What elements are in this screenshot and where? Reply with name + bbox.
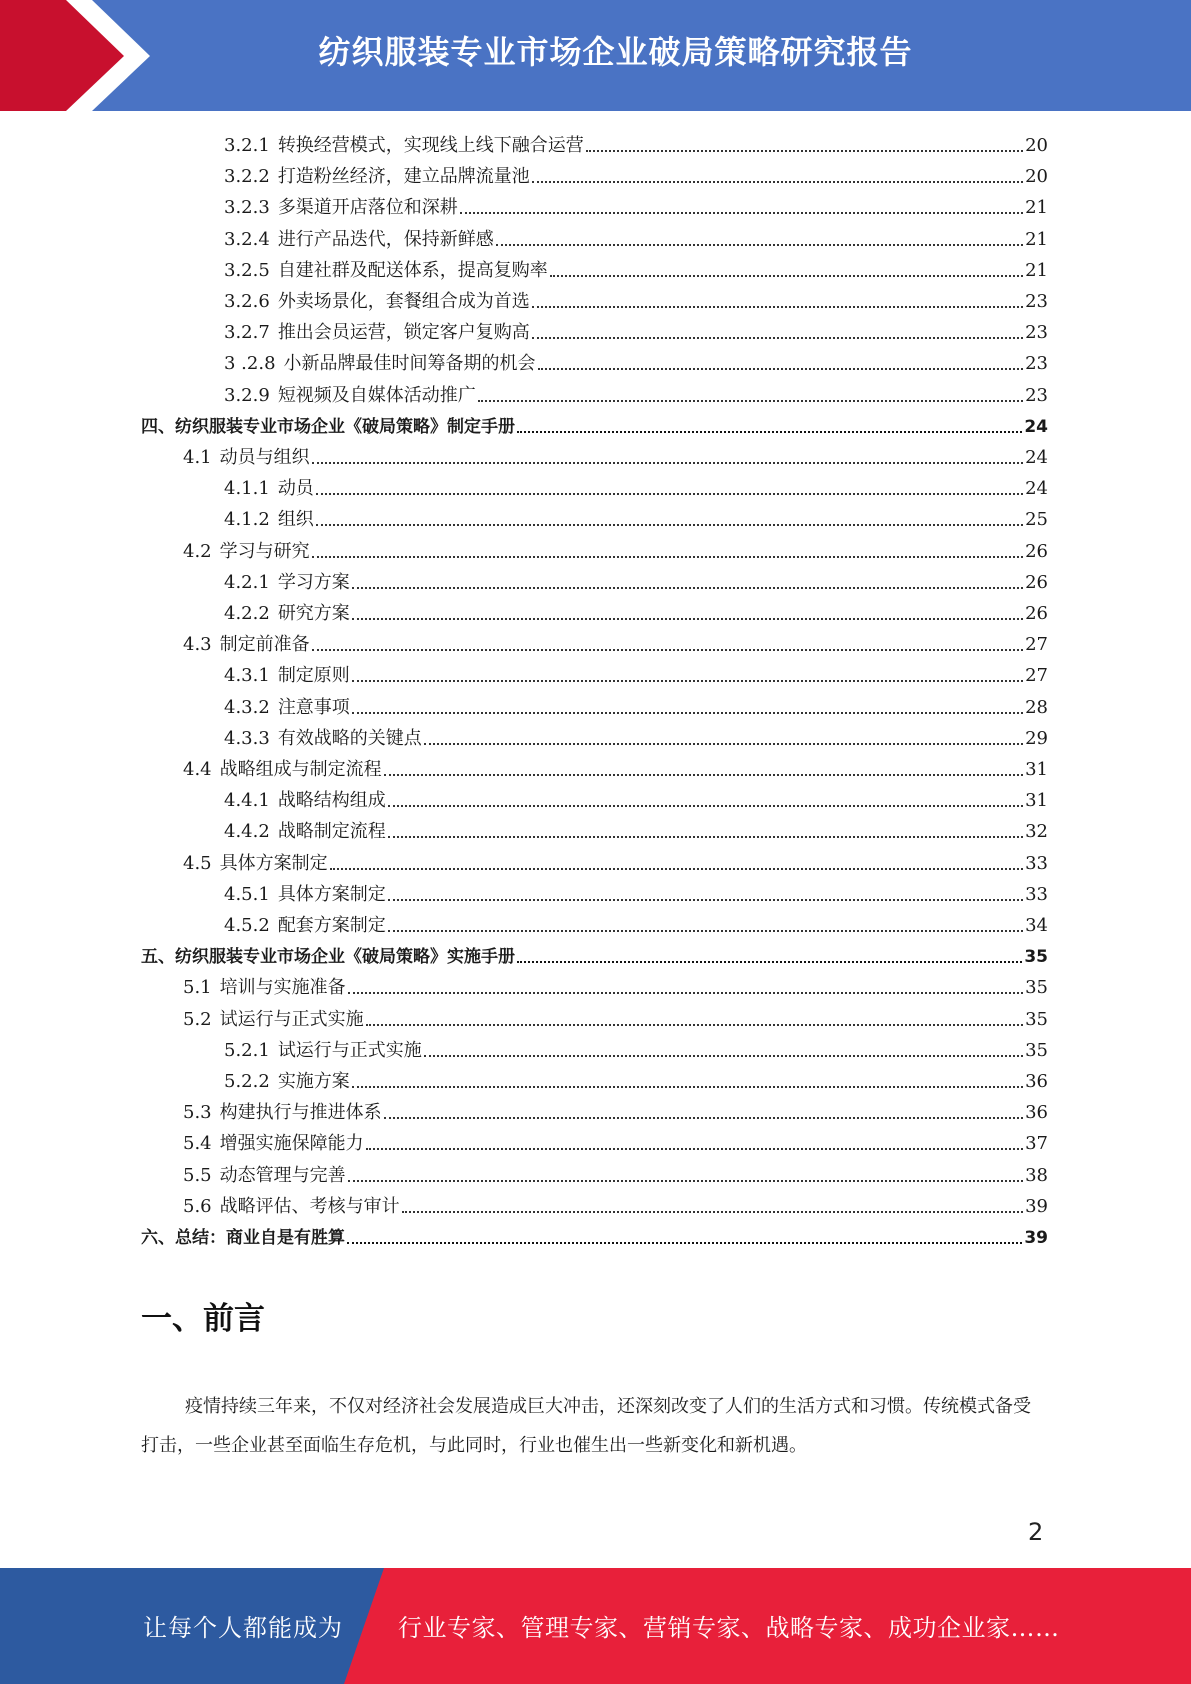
toc-dot-leader bbox=[366, 1024, 1023, 1026]
toc-dot-leader bbox=[424, 743, 1023, 745]
toc-entry[interactable] bbox=[141, 1219, 1048, 1250]
toc-entry-text: 试运行与正式实施 bbox=[277, 1039, 422, 1061]
toc-entry-text: 战略组成与制定流程 bbox=[219, 759, 382, 780]
toc-entry-label bbox=[141, 415, 515, 439]
toc-dot-leader bbox=[348, 992, 1023, 994]
toc-entry-page: 23 bbox=[1025, 353, 1048, 375]
toc-entry-text: 战略制定流程 bbox=[277, 821, 386, 843]
toc-entry[interactable] bbox=[183, 1188, 1048, 1219]
toc-dot-leader bbox=[352, 618, 1023, 620]
toc-entry[interactable] bbox=[224, 907, 1048, 938]
toc-entry-text: 外卖场景化，套餐组合成为首选 bbox=[277, 291, 530, 312]
toc-entry-number: 5.2.1 bbox=[224, 1039, 270, 1061]
toc-entry-label bbox=[183, 758, 382, 782]
toc-entry-label bbox=[183, 446, 310, 470]
toc-dot-leader bbox=[532, 181, 1023, 183]
toc-entry[interactable] bbox=[224, 283, 1048, 314]
toc-entry[interactable] bbox=[224, 595, 1048, 626]
toc-entry-page: 21 bbox=[1025, 259, 1048, 281]
toc-entry-text: 小新品牌最佳时间筹备期的机会 bbox=[283, 353, 536, 375]
toc-entry-number: 3.2.6 bbox=[224, 291, 270, 312]
toc-dot-leader bbox=[532, 306, 1023, 308]
toc-entry-label bbox=[183, 633, 310, 657]
toc-entry-number: 3.2.2 bbox=[224, 166, 270, 188]
toc-entry-page: 26 bbox=[1025, 571, 1048, 593]
toc-dot-leader bbox=[478, 400, 1023, 402]
toc-entry-label bbox=[224, 384, 476, 408]
toc-entry[interactable] bbox=[224, 813, 1048, 844]
toc-entry-page: 23 bbox=[1025, 384, 1048, 406]
toc-entry-page: 35 bbox=[1025, 977, 1048, 999]
toc-entry-page: 36 bbox=[1025, 1071, 1048, 1092]
toc-entry[interactable] bbox=[224, 501, 1048, 532]
toc-entry-page: 26 bbox=[1025, 603, 1048, 624]
toc-entry-text: 四、纺织服装专业市场企业《破局策略》制定手册 bbox=[141, 416, 515, 437]
toc-entry-number: 5.5 bbox=[183, 1164, 212, 1186]
toc-entry-text: 研究方案 bbox=[277, 603, 350, 624]
toc-entry-number: 4.1.1 bbox=[224, 478, 270, 500]
toc-entry[interactable] bbox=[183, 533, 1048, 564]
toc-entry-page: 27 bbox=[1025, 665, 1048, 687]
toc-entry-number: 3.2.9 bbox=[224, 384, 270, 406]
toc-entry-page: 24 bbox=[1025, 447, 1048, 468]
toc-dot-leader bbox=[517, 431, 1022, 433]
toc-entry-page: 24 bbox=[1025, 478, 1048, 500]
toc-entry-number: 4.5.1 bbox=[224, 883, 270, 905]
toc-entry-number: 3 .2.8 bbox=[224, 353, 276, 375]
toc-entry-text: 多渠道开店落位和深耕 bbox=[277, 197, 458, 219]
toc-entry-number: 5.3 bbox=[183, 1102, 212, 1124]
toc-entry-page: 20 bbox=[1025, 166, 1048, 188]
page-footer bbox=[0, 1568, 1191, 1684]
toc-entry-page: 35 bbox=[1024, 947, 1048, 968]
toc-entry[interactable] bbox=[224, 782, 1048, 813]
toc-entry-number: 3.2.4 bbox=[224, 228, 270, 250]
toc-dot-leader bbox=[312, 649, 1023, 651]
toc-entry[interactable] bbox=[224, 345, 1048, 376]
toc-entry-number: 5.1 bbox=[183, 977, 212, 999]
toc-dot-leader bbox=[550, 275, 1023, 277]
toc-entry-text: 制定原则 bbox=[277, 665, 350, 687]
toc-entry-label bbox=[224, 259, 548, 283]
toc-dot-leader bbox=[330, 868, 1023, 870]
toc-entry-text: 推出会员运营，锁定客户复购高 bbox=[277, 322, 530, 344]
toc-entry-label bbox=[141, 1226, 345, 1250]
toc-entry-page: 20 bbox=[1025, 135, 1048, 156]
toc-entry[interactable] bbox=[224, 252, 1048, 283]
toc-dot-leader bbox=[316, 524, 1023, 526]
toc-entry-text: 进行产品迭代，保持新鲜感 bbox=[277, 228, 494, 250]
toc-entry-label bbox=[183, 1008, 364, 1032]
toc-entry-number: 4.3.2 bbox=[224, 696, 270, 718]
toc-entry[interactable] bbox=[224, 1063, 1048, 1094]
page-number: 2 bbox=[1028, 1518, 1044, 1546]
toc-entry-text: 五、纺织服装专业市场企业《破局策略》实施手册 bbox=[141, 947, 515, 968]
toc-entry[interactable] bbox=[224, 657, 1048, 688]
toc-entry-text: 学习方案 bbox=[277, 571, 350, 593]
toc-entry-text: 自建社群及配送体系，提高复购率 bbox=[277, 259, 548, 281]
toc-entry-number: 4.3 bbox=[183, 634, 212, 656]
toc-dot-leader bbox=[316, 493, 1023, 495]
toc-entry-number: 4.1.2 bbox=[224, 509, 270, 531]
toc-entry-text: 学习与研究 bbox=[219, 540, 310, 562]
toc-entry-page: 31 bbox=[1025, 790, 1048, 812]
toc-entry-text: 动员与组织 bbox=[219, 447, 310, 468]
toc-entry-page: 35 bbox=[1025, 1008, 1048, 1030]
toc-dot-leader bbox=[538, 368, 1024, 370]
toc-entry-label bbox=[224, 1070, 350, 1094]
toc-entry-page: 35 bbox=[1025, 1039, 1048, 1061]
toc-entry-number: 4.4 bbox=[183, 759, 212, 780]
toc-entry-page: 34 bbox=[1025, 915, 1048, 936]
toc-entry-label bbox=[224, 165, 530, 189]
toc-entry-text: 具体方案制定 bbox=[277, 883, 386, 905]
toc-dot-leader bbox=[424, 1055, 1023, 1057]
toc-entry-page: 33 bbox=[1025, 883, 1048, 905]
footer-slogan-right: 行业专家、管理专家、营销专家、战略专家、成功企业家…… bbox=[398, 1614, 1060, 1642]
toc-entry-number: 3.2.3 bbox=[224, 197, 270, 219]
toc-entry-text: 构建执行与推进体系 bbox=[219, 1102, 382, 1124]
toc-entry-page: 29 bbox=[1025, 727, 1048, 749]
toc-entry-text: 转换经营模式，实现线上线下融合运营 bbox=[277, 135, 584, 156]
toc-entry-label bbox=[224, 196, 458, 220]
toc-entry-number: 4.5 bbox=[183, 852, 212, 874]
toc-entry-label bbox=[224, 664, 350, 688]
toc-entry[interactable] bbox=[224, 876, 1048, 907]
toc-entry-page: 23 bbox=[1025, 322, 1048, 344]
toc-entry[interactable] bbox=[183, 1094, 1048, 1125]
toc-entry[interactable] bbox=[183, 626, 1048, 657]
toc-entry-label bbox=[224, 914, 386, 938]
toc-dot-leader bbox=[388, 930, 1023, 932]
toc-entry-number: 5.2 bbox=[183, 1008, 212, 1030]
toc-entry[interactable] bbox=[183, 969, 1048, 1000]
toc-entry-page: 21 bbox=[1025, 197, 1048, 219]
toc-entry[interactable] bbox=[224, 189, 1048, 220]
toc-entry-number: 4.2.1 bbox=[224, 571, 270, 593]
toc-entry-page: 23 bbox=[1025, 291, 1048, 312]
toc-entry-label bbox=[224, 352, 536, 376]
toc-entry-number: 4.2.2 bbox=[224, 603, 270, 624]
toc-dot-leader bbox=[352, 712, 1023, 714]
toc-entry-text: 实施方案 bbox=[277, 1071, 350, 1092]
toc-entry-page: 39 bbox=[1025, 1195, 1048, 1217]
toc-entry-number: 3.2.1 bbox=[224, 135, 270, 156]
toc-entry-label bbox=[183, 852, 328, 876]
toc-entry-page: 32 bbox=[1025, 821, 1048, 843]
toc-entry[interactable] bbox=[141, 408, 1048, 439]
toc-dot-leader bbox=[347, 1242, 1022, 1244]
toc-entry-text: 战略评估、考核与审计 bbox=[219, 1195, 400, 1217]
toc-entry[interactable] bbox=[224, 689, 1048, 720]
toc-entry-page: 36 bbox=[1025, 1102, 1048, 1124]
toc-entry-page: 26 bbox=[1025, 540, 1048, 562]
toc-dot-leader bbox=[352, 587, 1023, 589]
toc-entry-text: 制定前准备 bbox=[219, 634, 310, 656]
toc-dot-leader bbox=[496, 244, 1023, 246]
toc-entry-text: 六、总结：商业自是有胜算 bbox=[141, 1228, 345, 1248]
toc-dot-leader bbox=[352, 680, 1023, 682]
toc-dot-leader bbox=[312, 462, 1023, 464]
toc-entry-label bbox=[224, 602, 350, 626]
toc-entry[interactable] bbox=[183, 1001, 1048, 1032]
page-header bbox=[0, 0, 1191, 111]
toc-entry-page: 24 bbox=[1024, 416, 1048, 437]
toc-entry-page: 39 bbox=[1024, 1228, 1048, 1248]
toc-entry-number: 5.6 bbox=[183, 1195, 212, 1217]
report-title: 纺织服装专业市场企业破局策略研究报告 bbox=[318, 33, 913, 71]
toc-entry-page: 21 bbox=[1025, 228, 1048, 250]
toc-entry-number: 4.5.2 bbox=[224, 915, 270, 936]
toc-entry-label bbox=[224, 477, 314, 501]
toc-entry[interactable] bbox=[183, 845, 1048, 876]
toc-dot-leader bbox=[586, 150, 1023, 152]
toc-dot-leader bbox=[384, 774, 1023, 776]
toc-entry-label bbox=[224, 696, 350, 720]
toc-entry-page: 38 bbox=[1025, 1164, 1048, 1186]
toc-entry[interactable] bbox=[224, 221, 1048, 252]
toc-dot-leader bbox=[388, 836, 1023, 838]
footer-slogan-left: 让每个人都能成为 bbox=[143, 1614, 343, 1642]
toc-entry-number: 4.2 bbox=[183, 540, 212, 562]
toc-dot-leader bbox=[352, 1086, 1023, 1088]
toc-dot-leader bbox=[402, 1211, 1023, 1213]
toc-entry[interactable] bbox=[224, 377, 1048, 408]
toc-entry-label bbox=[183, 1132, 364, 1156]
toc-entry-page: 37 bbox=[1025, 1133, 1048, 1155]
toc-entry[interactable] bbox=[224, 127, 1048, 158]
toc-entry-text: 配套方案制定 bbox=[277, 915, 386, 936]
toc-entry-page: 25 bbox=[1025, 509, 1048, 531]
toc-entry-label bbox=[224, 820, 386, 844]
toc-dot-leader bbox=[388, 805, 1023, 807]
toc-entry-text: 短视频及自媒体活动推广 bbox=[277, 384, 476, 406]
toc-entry-number: 3.2.7 bbox=[224, 322, 270, 344]
toc-entry-label bbox=[224, 228, 494, 252]
toc-entry-text: 注意事项 bbox=[277, 696, 350, 718]
toc-entry-label bbox=[224, 1039, 422, 1063]
toc-dot-leader bbox=[384, 1117, 1023, 1119]
toc-dot-leader bbox=[517, 961, 1022, 963]
toc-entry-page: 33 bbox=[1025, 852, 1048, 874]
toc-entry[interactable] bbox=[224, 1032, 1048, 1063]
toc-entry-label bbox=[183, 1164, 346, 1188]
toc-entry[interactable] bbox=[141, 938, 1048, 969]
toc-entry-label bbox=[224, 789, 386, 813]
toc-entry-label bbox=[183, 540, 310, 564]
toc-entry[interactable] bbox=[183, 1125, 1048, 1156]
toc-entry-label bbox=[224, 508, 314, 532]
toc-dot-leader bbox=[312, 556, 1023, 558]
toc-entry-page: 28 bbox=[1025, 696, 1048, 718]
toc-entry-label bbox=[224, 571, 350, 595]
toc-dot-leader bbox=[388, 899, 1023, 901]
toc-entry[interactable] bbox=[224, 564, 1048, 595]
toc-entry-text: 打造粉丝经济，建立品牌流量池 bbox=[277, 166, 530, 188]
toc-entry-label bbox=[224, 134, 584, 158]
toc-entry-text: 有效战略的关键点 bbox=[277, 727, 422, 749]
toc-entry[interactable] bbox=[224, 158, 1048, 189]
toc-entry-text: 增强实施保障能力 bbox=[219, 1133, 364, 1155]
toc-dot-leader bbox=[532, 337, 1023, 339]
toc-entry-text: 组织 bbox=[277, 509, 314, 531]
toc-entry[interactable] bbox=[224, 314, 1048, 345]
toc-entry-number: 3.2.5 bbox=[224, 259, 270, 281]
toc-entry-label bbox=[183, 1195, 400, 1219]
toc-entry-page: 31 bbox=[1025, 759, 1048, 780]
toc-entry[interactable] bbox=[183, 1157, 1048, 1188]
toc-dot-leader bbox=[348, 1180, 1023, 1182]
toc-entry[interactable] bbox=[183, 751, 1048, 782]
toc-entry-label bbox=[183, 1101, 382, 1125]
toc-entry-number: 4.1 bbox=[183, 447, 212, 468]
toc-dot-leader bbox=[460, 212, 1023, 214]
toc-dot-leader bbox=[366, 1148, 1023, 1150]
toc-entry-label bbox=[141, 945, 515, 969]
toc-entry-number: 4.3.1 bbox=[224, 665, 270, 687]
toc-entry-text: 动员 bbox=[277, 478, 314, 500]
section-heading: 一、前言 bbox=[141, 1301, 265, 1337]
toc-entry-number: 4.3.3 bbox=[224, 727, 270, 749]
toc-entry-number: 5.4 bbox=[183, 1133, 212, 1155]
toc-entry-label bbox=[224, 290, 530, 314]
toc-entry-text: 培训与实施准备 bbox=[219, 977, 346, 999]
toc-entry[interactable] bbox=[224, 720, 1048, 751]
toc-entry-label bbox=[183, 976, 346, 1000]
toc-entry-page: 27 bbox=[1025, 634, 1048, 656]
toc-entry-text: 试运行与正式实施 bbox=[219, 1008, 364, 1030]
toc-entry-number: 5.2.2 bbox=[224, 1071, 270, 1092]
toc-entry-label bbox=[224, 727, 422, 751]
toc-entry-text: 战略结构组成 bbox=[277, 790, 386, 812]
toc-entry-text: 动态管理与完善 bbox=[219, 1164, 346, 1186]
toc-entry-number: 4.4.1 bbox=[224, 790, 270, 812]
toc-entry-number: 4.4.2 bbox=[224, 821, 270, 843]
intro-paragraph: 疫情持续三年来，不仅对经济社会发展造成巨大冲击，还深刻改变了人们的生活方式和习惯。传统模式备受打击，一些企业甚至面临生存危机，与此同时，行业也催生出一些新变化和新机遇。 bbox=[141, 1396, 1031, 1456]
toc-entry-label bbox=[224, 883, 386, 907]
toc-entry[interactable] bbox=[224, 470, 1048, 501]
toc-entry-text: 具体方案制定 bbox=[219, 852, 328, 874]
toc-entry-label bbox=[224, 321, 530, 345]
toc-entry[interactable] bbox=[183, 439, 1048, 470]
